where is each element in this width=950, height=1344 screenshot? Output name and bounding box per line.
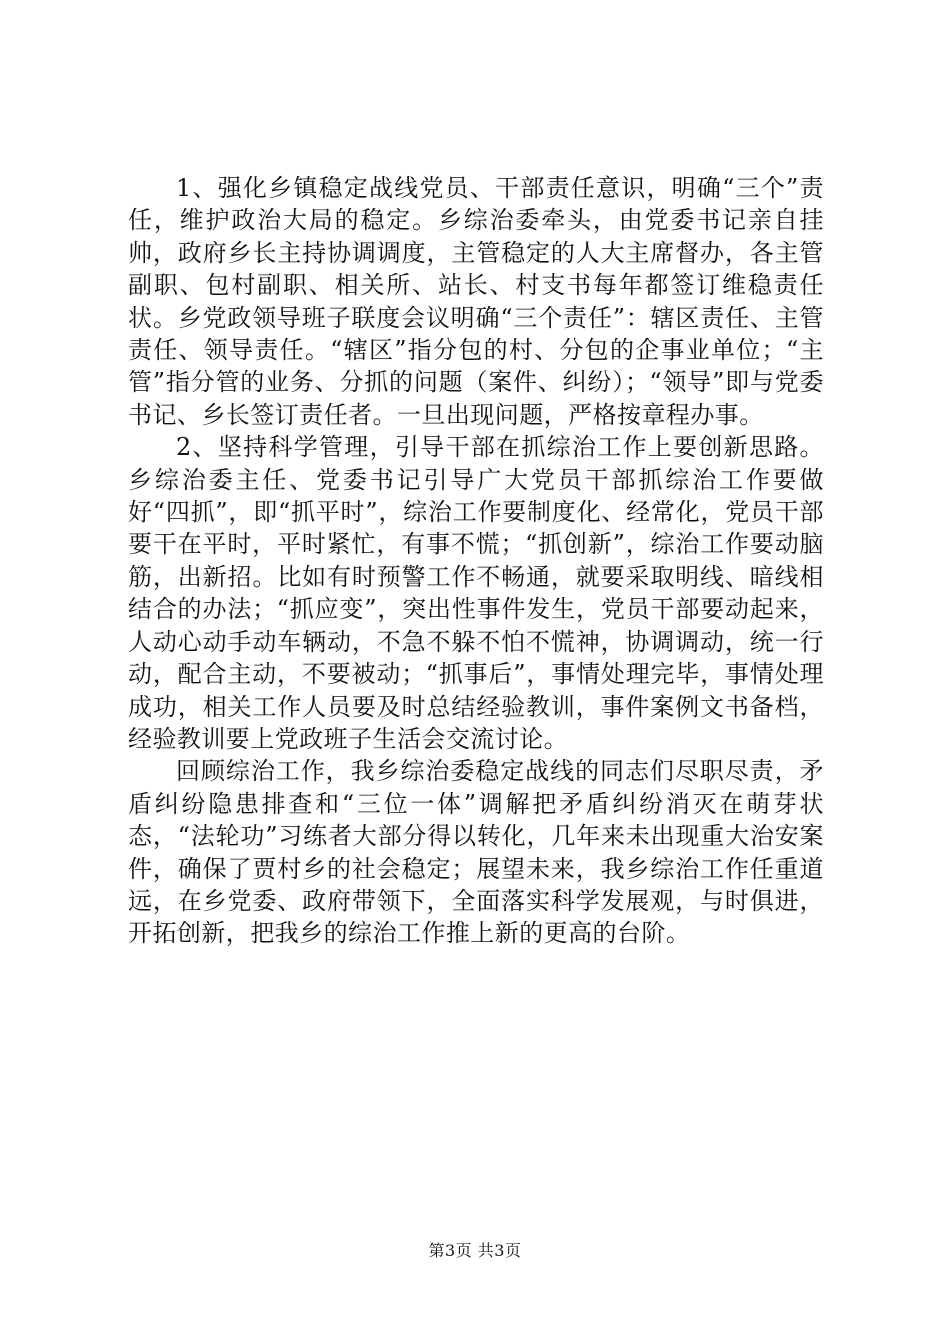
paragraph-review-outlook: 回顾综治工作，我乡综治委稳定战线的同志们尽职尽责，矛盾纠纷隐患排查和“三位一体”调解把矛盾纠纷消灭在萌芽状态，“法轮功”习练者大部分得以转化，几年来未出现重大治安案件，确保了贾村乡的社会稳定；展望未来，我乡综治工作任重道远，在乡党委、政府带领下，全面落实科学发展观，与时俱进，开拓创新，把我乡的综治工作推上新的更高的台阶。 — [128, 757, 824, 948]
paragraph-scientific-management: 2、坚持科学管理，引导干部在抓综治工作上要创新思路。乡综治委主任、党委书记引导广大党员干部抓综治工作要做好“四抓”，即“抓平时”，综治工作要制度化、经常化，党员干部要干在平时，平时紧忙，有事不慌；“抓创新”，综治工作要动脑筋，出新招。比如有时预警工作不畅通，就要采取明线、暗线相结合的办法；“抓应变”，突出性事件发生，党员干部要动起来，人动心动手动车辆动，不急不躲不怕不慌神，协调调动，统一行动，配合主动，不要被动；“抓事后”，事情处理完毕，事情处理成功，相关工作人员要及时总结经验教训，事件案例文书备档，经验教训要上党政班子生活会交流讨论。 — [128, 433, 824, 753]
paragraph-responsibility: 1、强化乡镇稳定战线党员、干部责任意识，明确“三个”责任，维护政治大局的稳定。乡综治委牵头，由党委书记亲自挂帅，政府乡长主持协调调度，主管稳定的人大主席督办，各主管副职、包村副职、相关所、站长、村支书每年都签订维稳责任状。乡党政领导班子联度会议明确“三个责任”：辖区责任、主管责任、领导责任。“辖区”指分包的村、分包的企事业单位；“主管”指分管的业务、分抓的问题（案件、纠纷）；“领导”即与党委书记、乡长签订责任者。一旦出现问题，严格按章程办事。 — [128, 174, 824, 429]
document-body — [128, 172, 824, 950]
page-number-footer: 第3页 共3页 — [428, 1241, 522, 1260]
